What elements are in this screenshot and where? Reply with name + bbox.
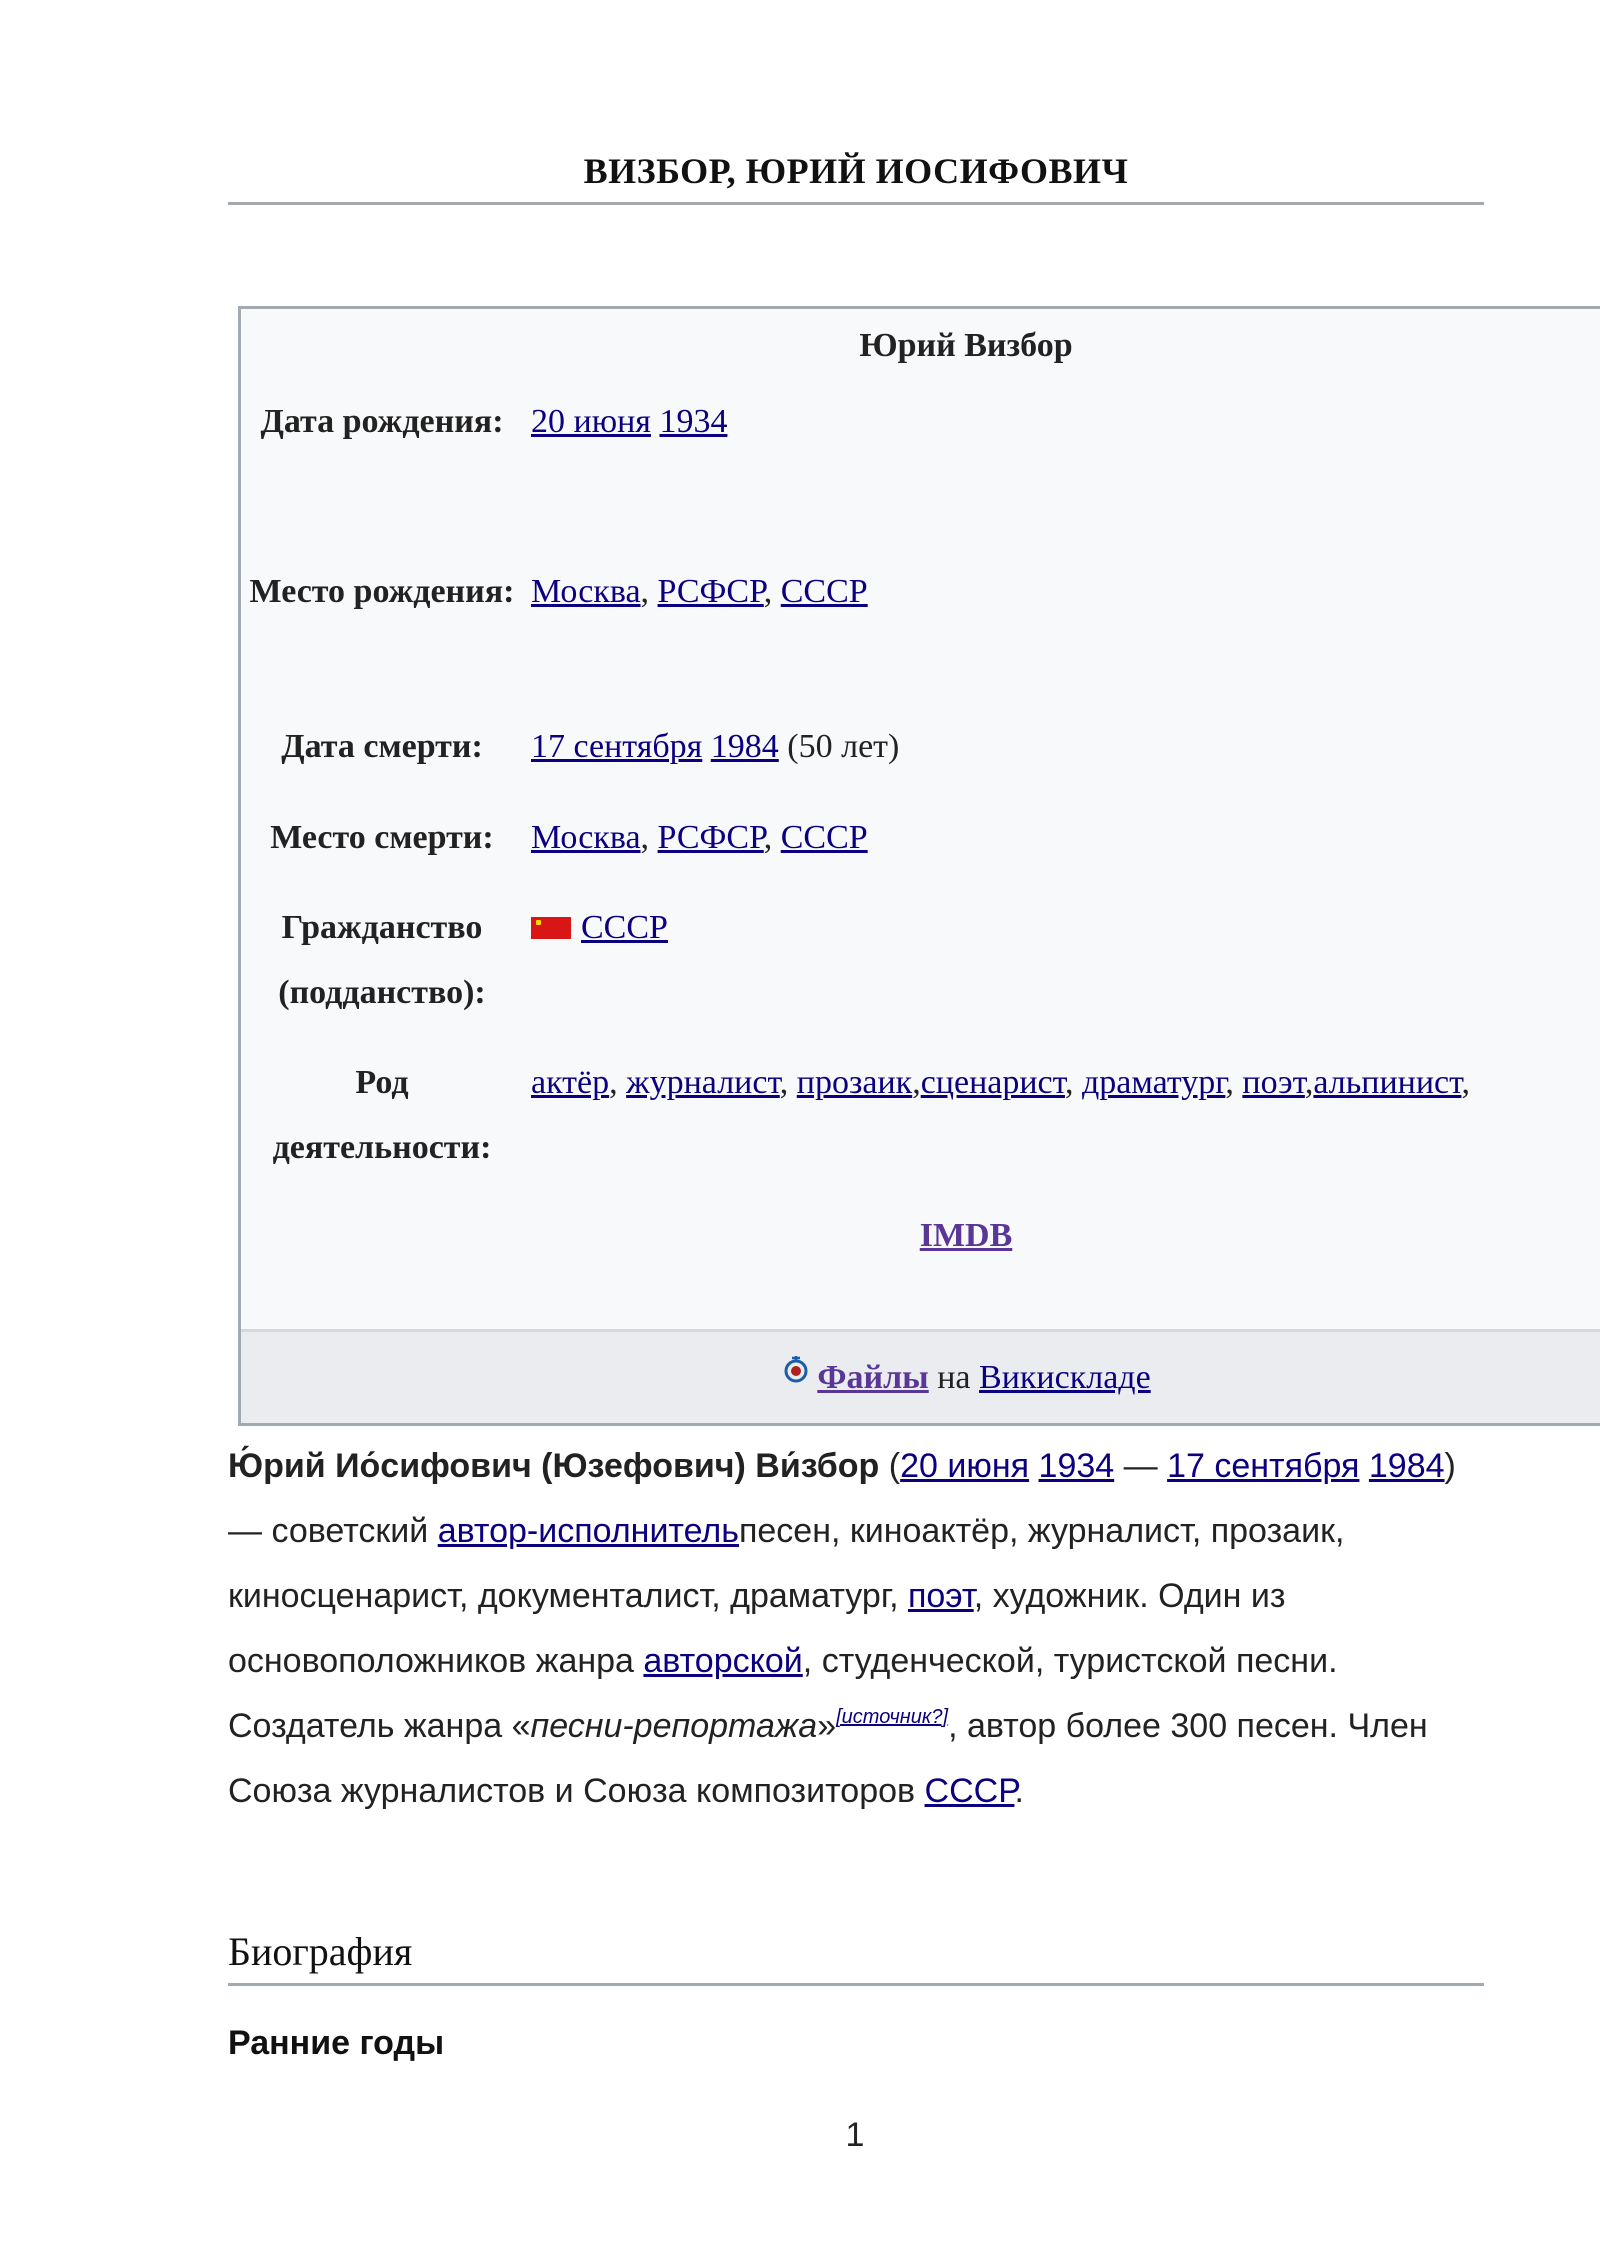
- death-date-label: Дата смерти:: [281, 728, 483, 765]
- lead-death-year-link[interactable]: 1984: [1368, 1447, 1445, 1485]
- title-divider: [228, 202, 1484, 205]
- death-place-label: Место смерти:: [270, 819, 494, 856]
- death-year-link[interactable]: 1984: [710, 728, 779, 765]
- birth-place-value: Москва, РСФСР, СССР: [531, 573, 868, 610]
- occupation-link[interactable]: журналист: [626, 1064, 780, 1101]
- birth-place-label: Место рождения:: [249, 573, 515, 610]
- occupation-link[interactable]: прозаик: [796, 1064, 913, 1101]
- birth-country-link[interactable]: СССР: [780, 573, 868, 610]
- death-city-link[interactable]: Москва: [531, 819, 641, 856]
- poet-link[interactable]: поэт: [907, 1577, 974, 1615]
- citation-needed: [836, 1706, 948, 1728]
- occupation-value: актёр, журналист, прозаик,сценарист, драматург, поэт,альпинист,: [531, 1064, 1470, 1101]
- lead-paragraph: Ю́рий Ио́сифович (Юзефович) Ви́збор (20 июня 1934 — 17 сентября 1984) — советский автор-исполнительпесен, киноактёр, журналист, прозаик, киносценарист, документалист, драматург, поэт, художник. Один из основоположников жанра авторской, студенческой, туристской песни. Создатель жанра «песни-репортажа»[источник?], автор более 300 песен. Член Союза журналистов и Союза композиторов СССР.: [228, 1447, 1456, 1810]
- commons-site-link[interactable]: Викискладе: [979, 1359, 1151, 1396]
- section-divider: [228, 1983, 1484, 1986]
- lead-death-day-link[interactable]: 17 сентября: [1167, 1447, 1360, 1485]
- lead-text: , студенческой, туристской песни. Создатель жанра «: [228, 1642, 1338, 1745]
- imdb-row: [241, 1217, 1600, 1255]
- commons-files-link[interactable]: Файлы: [817, 1359, 929, 1396]
- commons-on-text: на: [937, 1359, 971, 1396]
- section-heading-biography: Биография: [228, 1929, 413, 1974]
- page-title: ВИЗБОР, ЮРИЙ ИОСИФОВИЧ: [583, 151, 1129, 191]
- citizenship-value: [531, 895, 668, 960]
- lead-text: »: [817, 1707, 837, 1745]
- occupation-link[interactable]: сценарист: [920, 1064, 1065, 1101]
- birth-date-label: Дата рождения:: [260, 403, 504, 440]
- ussr-flag-icon: [531, 917, 571, 939]
- ussr-link[interactable]: СССР: [924, 1772, 1015, 1810]
- occupation-label: Род деятельности:: [272, 1064, 492, 1166]
- occupation-link[interactable]: актёр: [531, 1064, 610, 1101]
- imdb-link[interactable]: IMDB: [919, 1217, 1013, 1254]
- lead-text: песен, киноактёр, журналист, прозаик, киносценарист, документалист, драматург,: [228, 1512, 1345, 1615]
- birth-day-link[interactable]: 20 июня: [531, 403, 651, 440]
- lead-birth-year-link[interactable]: 1934: [1038, 1447, 1115, 1485]
- subject-name: Ю́рий Ио́сифович (Юзефович) Ви́збор: [228, 1447, 880, 1485]
- page-number: 1: [845, 2116, 865, 2154]
- lead-birth-day-link[interactable]: 20 июня: [900, 1447, 1030, 1485]
- death-place-value: Москва, РСФСР, СССР: [531, 819, 868, 856]
- infobox-name: Юрий Визбор: [859, 327, 1073, 364]
- author-song-link[interactable]: авторской: [643, 1642, 803, 1680]
- birth-year-link[interactable]: 1934: [659, 403, 728, 440]
- birth-republic-link[interactable]: РСФСР: [657, 573, 764, 610]
- date-dash: —: [1123, 1447, 1158, 1485]
- death-republic-link[interactable]: РСФСР: [657, 819, 764, 856]
- citation-needed-link[interactable]: [источник?]: [836, 1706, 949, 1728]
- lead-text: ) — советский: [228, 1447, 1456, 1550]
- occupation-link[interactable]: поэт: [1242, 1064, 1305, 1101]
- genre-name: песни-репортажа: [530, 1707, 818, 1745]
- occupation-link[interactable]: альпинист: [1313, 1064, 1462, 1101]
- author-performer-link[interactable]: автор-исполнитель: [437, 1512, 739, 1550]
- wikimedia-commons-icon: [781, 1354, 811, 1384]
- subsection-heading-early-years: Ранние годы: [228, 2024, 445, 2062]
- death-country-link[interactable]: СССР: [780, 819, 868, 856]
- death-date-value: [531, 714, 899, 779]
- death-age: (50 лет): [787, 728, 900, 765]
- citizenship-link[interactable]: СССР: [581, 909, 668, 946]
- death-day-link[interactable]: 17 сентября: [531, 728, 703, 765]
- commons-footer: [241, 1329, 1600, 1426]
- lead-text: , художник. Один из основоположников жанра: [228, 1577, 1286, 1680]
- birth-city-link[interactable]: Москва: [531, 573, 641, 610]
- infobox: [238, 306, 1600, 1426]
- birth-date-value: [531, 389, 727, 454]
- lead-text: , автор более 300 песен. Член Союза журналистов и Союза композиторов: [228, 1707, 1428, 1810]
- occupation-link[interactable]: драматург: [1081, 1064, 1226, 1101]
- lead-text: .: [1014, 1772, 1024, 1810]
- citizenship-label: Гражданство (подданство):: [278, 909, 486, 1011]
